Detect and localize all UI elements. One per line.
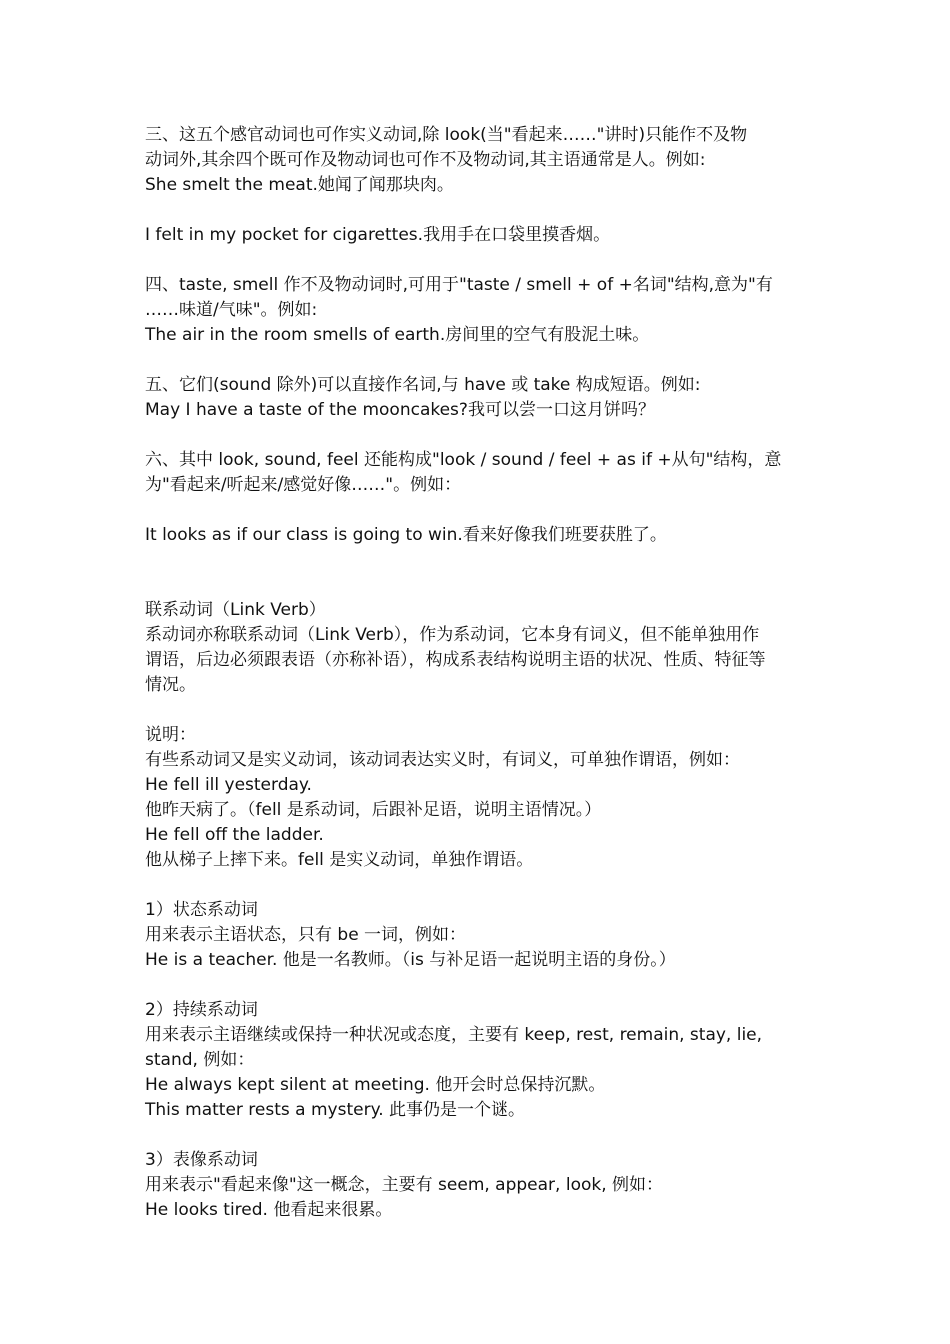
- text-line: I felt in my pocket for cigarettes.我用手在口袋里摸香烟。: [145, 225, 611, 245]
- text-line: 有些系动词又是实义动词，该动词表达实义时，有词义，可单独作谓语，例如：: [145, 750, 740, 770]
- text-line: He fell off the ladder.: [145, 825, 324, 845]
- text-line: This matter rests a mystery. 此事仍是一个谜。: [145, 1100, 526, 1120]
- text-line: 1）状态系动词: [145, 900, 258, 920]
- text-line: 谓语，后边必须跟表语（亦称补语），构成系表结构说明主语的状况、性质、特征等: [145, 650, 766, 670]
- blank-line: [145, 573, 815, 598]
- blank-line: [145, 698, 815, 723]
- text-line: 三、这五个感官动词也可作实义动词,除 look(当"看起来……"讲时)只能作不及物: [145, 125, 748, 145]
- text-line: 五、它们(sound 除外)可以直接作名词,与 have 或 take 构成短语。例如:: [145, 375, 701, 395]
- text-line: ……味道/气味"。例如:: [145, 300, 318, 320]
- blank-line: [145, 198, 815, 223]
- text-line: He always kept silent at meeting. 他开会时总保持沉默。: [145, 1075, 606, 1095]
- text-line: 他从梯子上摔下来。fell 是实义动词，单独作谓语。: [145, 850, 534, 870]
- text-line: He fell ill yesterday.: [145, 775, 312, 795]
- text-line: 系动词亦称联系动词（Link Verb），作为系动词，它本身有词义，但不能单独用作: [145, 625, 760, 645]
- text-line: 六、其中 look, sound, feel 还能构成"look / sound / feel + as if +从句"结构，意: [145, 450, 782, 470]
- blank-line: [145, 348, 815, 373]
- text-line: 说明：: [145, 725, 196, 745]
- blank-line: [145, 248, 815, 273]
- text-line: 为"看起来/听起来/感觉好像……"。例如：: [145, 475, 462, 495]
- blank-line: [145, 548, 815, 573]
- text-line: 用来表示主语继续或保持一种状况或态度，主要有 keep, rest, remain, stay, lie,: [145, 1025, 763, 1045]
- text-line: 动词外,其余四个既可作及物动词也可作不及物动词,其主语通常是人。例如:: [145, 150, 706, 170]
- text-line: He looks tired. 他看起来很累。: [145, 1200, 393, 1220]
- blank-line: [145, 873, 815, 898]
- text-line: He is a teacher. 他是一名教师。（is 与补足语一起说明主语的身份。）: [145, 950, 676, 970]
- text-line: The air in the room smells of earth.房间里的空气有股泥土味。: [145, 325, 650, 345]
- blank-line: [145, 973, 815, 998]
- text-line: 3）表像系动词: [145, 1150, 258, 1170]
- blank-line: [145, 1123, 815, 1148]
- text-line: 四、taste, smell 作不及物动词时,可用于"taste / smell + of +名词"结构,意为"有: [145, 275, 773, 295]
- text-line: 用来表示主语状态，只有 be 一词，例如：: [145, 925, 467, 945]
- text-line: 联系动词（Link Verb）: [145, 600, 326, 620]
- blank-line: [145, 423, 815, 448]
- document-body: [145, 123, 815, 1223]
- text-line: She smelt the meat.她闻了闻那块肉。: [145, 175, 454, 195]
- text-line: stand, 例如：: [145, 1050, 255, 1070]
- text-line: 2）持续系动词: [145, 1000, 258, 1020]
- text-line: 用来表示"看起来像"这一概念，主要有 seem, appear, look, 例如：: [145, 1175, 664, 1195]
- text-line: May I have a taste of the mooncakes?我可以尝一口这月饼吗？: [145, 400, 655, 420]
- blank-line: [145, 498, 815, 523]
- text-line: It looks as if our class is going to win.看来好像我们班要获胜了。: [145, 525, 667, 545]
- text-line: 情况。: [145, 675, 196, 695]
- text-line: 他昨天病了。（fell 是系动词，后跟补足语，说明主语情况。）: [145, 800, 602, 820]
